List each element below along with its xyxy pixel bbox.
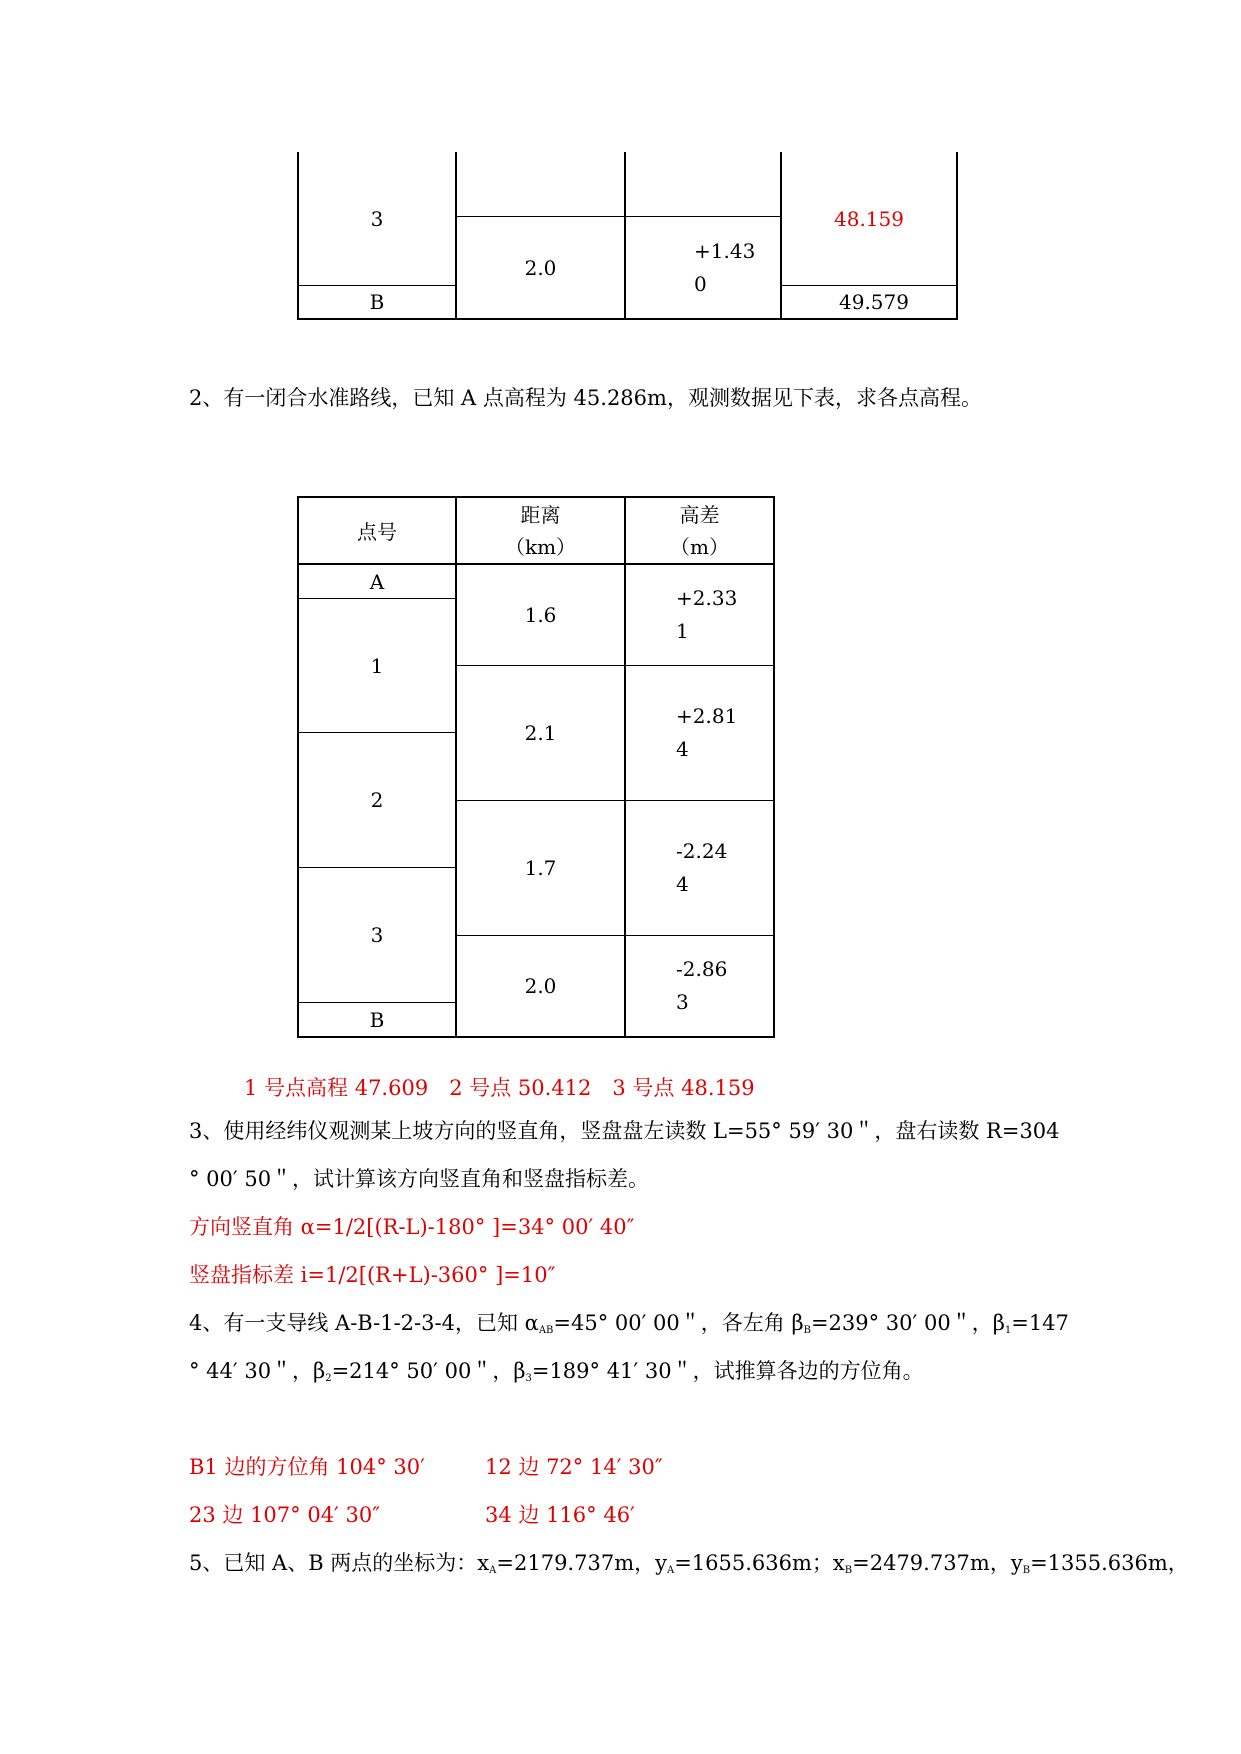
q4-text: 4、有一支导线 A-B-1-2-3-4，已知 α (189, 1311, 539, 1335)
q4-answer-12: 12 边 72° 14′ 30″ (485, 1455, 663, 1479)
q2-table-height-diff (676, 666, 773, 800)
q2-table-height-diff (676, 801, 773, 935)
q2-table-height-diff-l2: 1 (676, 619, 689, 643)
top-table-distance: 2.0 (524, 255, 557, 280)
q2-table-header-height-diff-l2: （m） (670, 534, 729, 559)
q5-sub: A (489, 1565, 497, 1576)
q2-table-height-diff-l1: -2.86 (676, 957, 728, 981)
q2-answer: 1 号点高程 47.609 2 号点 50.412 3 号点 48.159 (244, 1076, 755, 1100)
q2-table-distance: 2.1 (524, 721, 557, 745)
q4-sub: 2 (325, 1373, 332, 1384)
q3-answer2: 竖盘指标差 i=1/2[(R+L)-360° ]=10″ (189, 1263, 556, 1287)
q5-text: =2479.737m，y (852, 1551, 1023, 1575)
q2-table-point: B (369, 1007, 385, 1032)
q3-line1: 3、使用经纬仪观测某上坡方向的竖直角，竖盘盘左读数 L=55° 59′ 30＂，盘右读数 R=304 (189, 1119, 1060, 1143)
q2-table-height-diff-l2: 4 (676, 872, 689, 896)
q4-sub: 3 (525, 1373, 532, 1384)
q4-answer-23: 23 边 107° 04′ 30″ (189, 1503, 381, 1527)
top-table-elevation: 48.159 (834, 206, 904, 231)
q2-table-distance: 1.7 (524, 856, 557, 880)
top-table-point-b: B (369, 290, 385, 314)
q4-text: =189° 41′ 30＂，试推算各边的方位角。 (531, 1359, 924, 1383)
q3-answer1: 方向竖直角 α=1/2[(R-L)-180° ]=34° 00′ 40″ (189, 1215, 635, 1239)
q4-text: =147 (1011, 1311, 1069, 1335)
top-table-height-diff (694, 217, 780, 318)
q5-text: =2179.737m，y (496, 1551, 667, 1575)
q2-table-height-diff-l1: +2.81 (676, 704, 738, 728)
q2-table-height-diff (676, 936, 773, 1036)
top-table-elevation-b: 49.579 (839, 290, 909, 314)
q4-sub: B (803, 1325, 811, 1336)
q4-text: =239° 30′ 00＂，β (810, 1311, 1005, 1335)
q5-sub: B (844, 1565, 853, 1576)
q2-table-header-distance-l1: 距离 (520, 502, 561, 527)
q3-line2: ° 00′ 50＂，试计算该方向竖直角和竖盘指标差。 (189, 1167, 650, 1191)
q2-table-height-diff (676, 565, 773, 665)
q2-table-height-diff-l2: 4 (676, 737, 689, 761)
q2-text: 2、有一闭合水准路线，已知 A 点高程为 45.286m，观测数据见下表，求各点高程。 (189, 386, 982, 410)
q2-table-header-height-diff (626, 498, 773, 563)
q4-line2 (189, 1355, 924, 1385)
q4-sub: 1 (1004, 1325, 1012, 1336)
q2-table-point: A (369, 569, 385, 594)
q4-answer-34: 34 边 116° 46′ (485, 1503, 635, 1527)
q2-table-distance: 2.0 (524, 974, 557, 998)
q5-sub: A (666, 1565, 675, 1576)
q5-text: 5、已知 A、B 两点的坐标为：x (189, 1551, 490, 1575)
q5-text: =1355.636m， (1030, 1551, 1189, 1575)
q2-table-point: 2 (370, 788, 384, 812)
q2-table-point: 3 (370, 923, 384, 947)
top-table-height-diff-line1: +1.43 (694, 238, 756, 263)
q4-answer-b1: B1 边的方位角 104° 30′ (189, 1455, 425, 1479)
top-table-point: 3 (370, 206, 384, 231)
q2-table-header-distance-l2: （km） (504, 534, 577, 559)
q2-table-height-diff-l1: +2.33 (676, 586, 738, 610)
q2-table-point: 1 (370, 653, 384, 678)
q4-line1 (189, 1307, 1069, 1337)
q5-line1 (189, 1547, 1189, 1577)
q2-table-header-height-diff-l1: 高差 (679, 502, 720, 527)
q4-sub: AB (538, 1325, 554, 1336)
q2-table-header-point: 点号 (357, 520, 397, 544)
top-table-height-diff-line2: 0 (694, 271, 707, 296)
q4-text: ° 44′ 30＂，β (189, 1359, 326, 1383)
q2-table-distance: 1.6 (524, 603, 557, 627)
q5-text: =1655.636m；x (674, 1551, 845, 1575)
q5-sub: B (1022, 1565, 1031, 1576)
q2-table-height-diff-l2: 3 (676, 990, 689, 1014)
q2-table-header-distance (457, 498, 624, 563)
q4-text: =45° 00′ 00＂，各左角 β (553, 1311, 804, 1335)
q2-table-height-diff-l1: -2.24 (676, 839, 728, 863)
q4-text: =214° 50′ 00＂，β (331, 1359, 526, 1383)
